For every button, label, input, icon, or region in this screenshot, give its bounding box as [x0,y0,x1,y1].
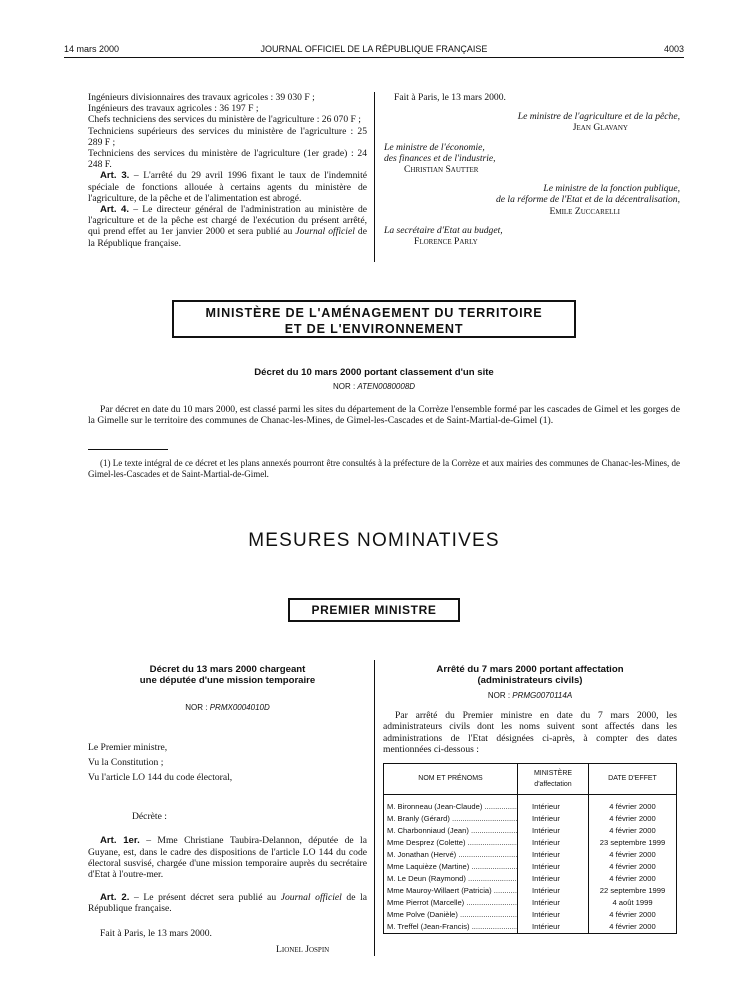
decrete: Décrète : [132,811,167,823]
sig4-title: La secrétaire d'Etat au budget, [384,224,503,236]
art4-label: Art. 4. [100,204,130,216]
decret-site-title: Décret du 10 mars 2000 portant classement d'un site [254,367,494,378]
cell-name [384,861,518,873]
art2-journal: Journal officiel [280,892,342,904]
cell-name-text: M. Treffel (Jean-Francis) ..... [387,922,518,931]
cell-name [384,885,518,897]
top-column-divider [374,92,375,262]
cell-name [384,813,518,825]
deputee-fait: Fait à Paris, le 13 mars 2000. [100,927,212,939]
cell-ministry: Intérieur [518,825,589,837]
cell-name [384,825,518,837]
cell-ministry: Intérieur [518,909,589,921]
table-row [384,825,677,837]
cell-date: 4 février 2000 [589,813,677,825]
table-row [384,873,677,885]
art2-text-b: de la République française. [88,892,367,915]
ministry-heading-box [172,300,576,338]
cell-ministry: Intérieur [518,885,589,897]
vu-article: Vu l'article LO 144 du code électoral, [88,772,233,784]
decret-site-footnote: (1) Le texte intégral de ce décret et les plans annexés pourront être consultés à la préfecture de la Corrèze et aux mairies des communes de Chanac-les-Mines, de Gimel-les-Cascades et de Saint-Martial-de-Gimel. [88,458,680,479]
table-row [384,921,677,934]
sig2-title-b: des finances et de l'industrie, [384,152,496,164]
nor-label: NOR : [185,703,210,712]
art3-text: – L'arrêté du 29 avril 1996 fixant le taux de l'indemnité spéciale de fonctions allouée à certains agents du ministère de l'agriculture, de la pêche et de l'alimentation est abrogé. [88,170,367,204]
cell-name [384,837,518,849]
cell-name-text: Mme Mauroy-Willaert (Patricia) ..... [387,886,518,895]
sig3-title-b: de la réforme de l'Etat et de la décentralisation, [495,194,680,206]
section-title-mesures: MESURES NOMINATIVES [248,530,500,551]
sig3-title-a: Le ministre de la fonction publique, [543,183,680,195]
page-number: 4003 [663,44,684,54]
table-header-row [384,764,677,795]
header-ministry-b: d'affectation [534,781,572,788]
cell-name-text: Mme Laquièze (Martine) ..... [387,862,518,871]
decret-site-body: Par décret en date du 10 mars 2000, est classé parmi les sites du département de la Corrèze l'ensemble formé par les cascades de Gimel et les gorges de la Gimelle sur le territoire des communes de Chanac-les-Mines, de Gimel-les-Cascades et de Saint-Martial-de-Gimel (1). [88,404,680,427]
sig1-title: Le ministre de l'agriculture et de la pêche, [517,111,680,123]
art2-text-a: – Le présent décret sera publié au [129,892,281,904]
cell-date: 4 février 2000 [589,801,677,813]
deputee-article-1 [88,835,367,880]
deputee-title-2: une députée d'une mission temporaire [139,675,316,686]
article-4 [88,204,367,249]
sig4-name: Florence Parly [414,236,478,248]
pay-line-3: Chefs techniciens des services du ministère de l'agriculture : 26 070 F ; [88,114,361,126]
sig1-name: Jean Glavany [572,122,628,134]
cell-name-text: M. Branly (Gérard) ..... [387,814,518,823]
cell-ministry: Intérieur [518,897,589,909]
nor-label: NOR : [487,691,513,700]
table-row [384,885,677,897]
pay-line-1: Ingénieurs divisionnaires des travaux agricoles : 39 030 F ; [88,92,315,103]
sig3-name: Emile Zuccarelli [549,205,620,217]
header-name: NOM ET PRÉNOMS [384,764,518,795]
table-row [384,813,677,825]
cell-date: 4 février 2000 [589,861,677,873]
cell-date: 4 février 2000 [589,921,677,934]
deputee-nor [88,702,367,713]
cell-date: 4 février 2000 [589,849,677,861]
arrete-nor [383,690,677,701]
journal-title: JOURNAL OFFICIEL DE LA RÉPUBLIQUE FRANÇAISE [260,44,488,54]
affectation-table [383,763,677,934]
deputee-signature: Lionel Jospin [276,943,330,955]
cell-name-text: Mme Polve (Danièle) ..... [387,910,518,919]
cell-name [384,873,518,885]
cell-ministry: Intérieur [518,861,589,873]
cell-date: 4 février 2000 [589,873,677,885]
bottom-column-divider [374,660,375,956]
ministry-line-2: ET DE L'ENVIRONNEMENT [284,322,464,336]
art2-label: Art. 2. [100,892,130,904]
header-date: DATE D'EFFET [589,764,677,795]
top-right-column [384,92,680,247]
pay-line-5: Techniciens des services du ministère de l'agriculture (1er grade) : 24 248 F. [88,148,367,171]
cell-name-text: Mme Pierrot (Marcelle) ..... [387,898,518,907]
art4-text-a: – Le directeur général de l'administration au ministère de l'agriculture et de la pêche est chargé de l'exécution du présent arrêté, qui prend effet au 1er janvier 2000 et sera publié au [88,204,367,238]
arrete-affectation [383,664,677,755]
cell-ministry: Intérieur [518,921,589,934]
art4-journal: Journal officiel [295,226,355,238]
cell-name [384,909,518,921]
fait-paris-top: Fait à Paris, le 13 mars 2000. [394,92,506,103]
arrete-title-2: (administrateurs civils) [477,675,583,686]
header-ministry-a: MINISTÈRE [533,769,573,777]
cell-date: 4 août 1999 [589,897,677,909]
nor-label: NOR : [332,382,358,391]
cell-date: 22 septembre 1999 [589,885,677,897]
article-3 [88,170,367,204]
cell-name-text: M. Le Deun (Raymond) ..... [387,874,518,883]
table-row [384,801,677,813]
cell-date: 23 septembre 1999 [589,837,677,849]
cell-date: 4 février 2000 [589,825,677,837]
decret-deputee [88,664,367,955]
header-rule [64,57,684,58]
cell-ministry: Intérieur [518,873,589,885]
cell-ministry: Intérieur [518,801,589,813]
table-row [384,837,677,849]
table-row [384,909,677,921]
cell-ministry: Intérieur [518,813,589,825]
arrete-title-1: Arrêté du 7 mars 2000 portant affectation [436,664,624,675]
decret-site-nor [88,381,660,392]
header-ministry [518,764,589,795]
top-left-column [88,92,367,249]
table-row [384,897,677,909]
cell-name-text: M. Charbonniaud (Jean) ..... [387,826,518,835]
premier-ministre-line: Le Premier ministre, [88,742,168,754]
deputee-title-1: Décret du 13 mars 2000 chargeant [149,664,306,675]
page-header [64,44,684,58]
cell-name-text: Mme Desprez (Colette) ..... [387,838,518,847]
cell-name [384,897,518,909]
premier-ministre-box: PREMIER MINISTRE [288,598,460,622]
cell-ministry: Intérieur [518,837,589,849]
cell-name-text: M. Jonathan (Hervé) ..... [387,850,518,859]
footnote-rule [88,449,168,450]
sig2-title-a: Le ministre de l'économie, [384,141,485,153]
nor-code: PRMG0070114A [512,691,573,700]
cell-name [384,921,518,934]
art3-label: Art. 3. [100,170,130,182]
cell-name [384,801,518,813]
nor-code: ATEN0080008D [357,382,416,391]
cell-ministry: Intérieur [518,849,589,861]
art1-label: Art. 1er. [100,835,140,847]
table-row [384,849,677,861]
art1-text: – Mme Christiane Taubira-Delannon, députée de la Guyane, est, dans le cadre des dispositions de l'article LO 144 du code électoral susvisé, chargée d'une mission temporaire auprès du secrétaire d'Etat à l'outre-mer. [88,835,367,881]
pay-line-4: Techniciens supérieurs des services du ministère de l'agriculture : 25 289 F ; [88,125,367,148]
cell-name [384,849,518,861]
vu-constitution: Vu la Constitution ; [88,757,164,769]
nor-code: PRMX0004010D [209,703,270,712]
cell-name-text: M. Bironneau (Jean-Claude) ..... [387,802,518,811]
art4-text-b: de la République française. [88,226,367,249]
table-row [384,861,677,873]
header-date: 14 mars 2000 [64,44,120,54]
deputee-article-2 [88,892,367,914]
cell-date: 4 février 2000 [589,909,677,921]
pay-line-2: Ingénieurs des travaux agricoles : 36 197 F ; [88,103,259,115]
arrete-body: Par arrêté du Premier ministre en date du 7 mars 2000, les administrateurs civils dont les noms suivent sont affectés dans les administrations de l'Etat désignées ci-après, à compter des dates mentionnées ci-dessous : [383,710,677,755]
sig2-name: Christian Sautter [404,164,479,176]
ministry-line-1: MINISTÈRE DE L'AMÉNAGEMENT DU TERRITOIRE [205,306,543,320]
